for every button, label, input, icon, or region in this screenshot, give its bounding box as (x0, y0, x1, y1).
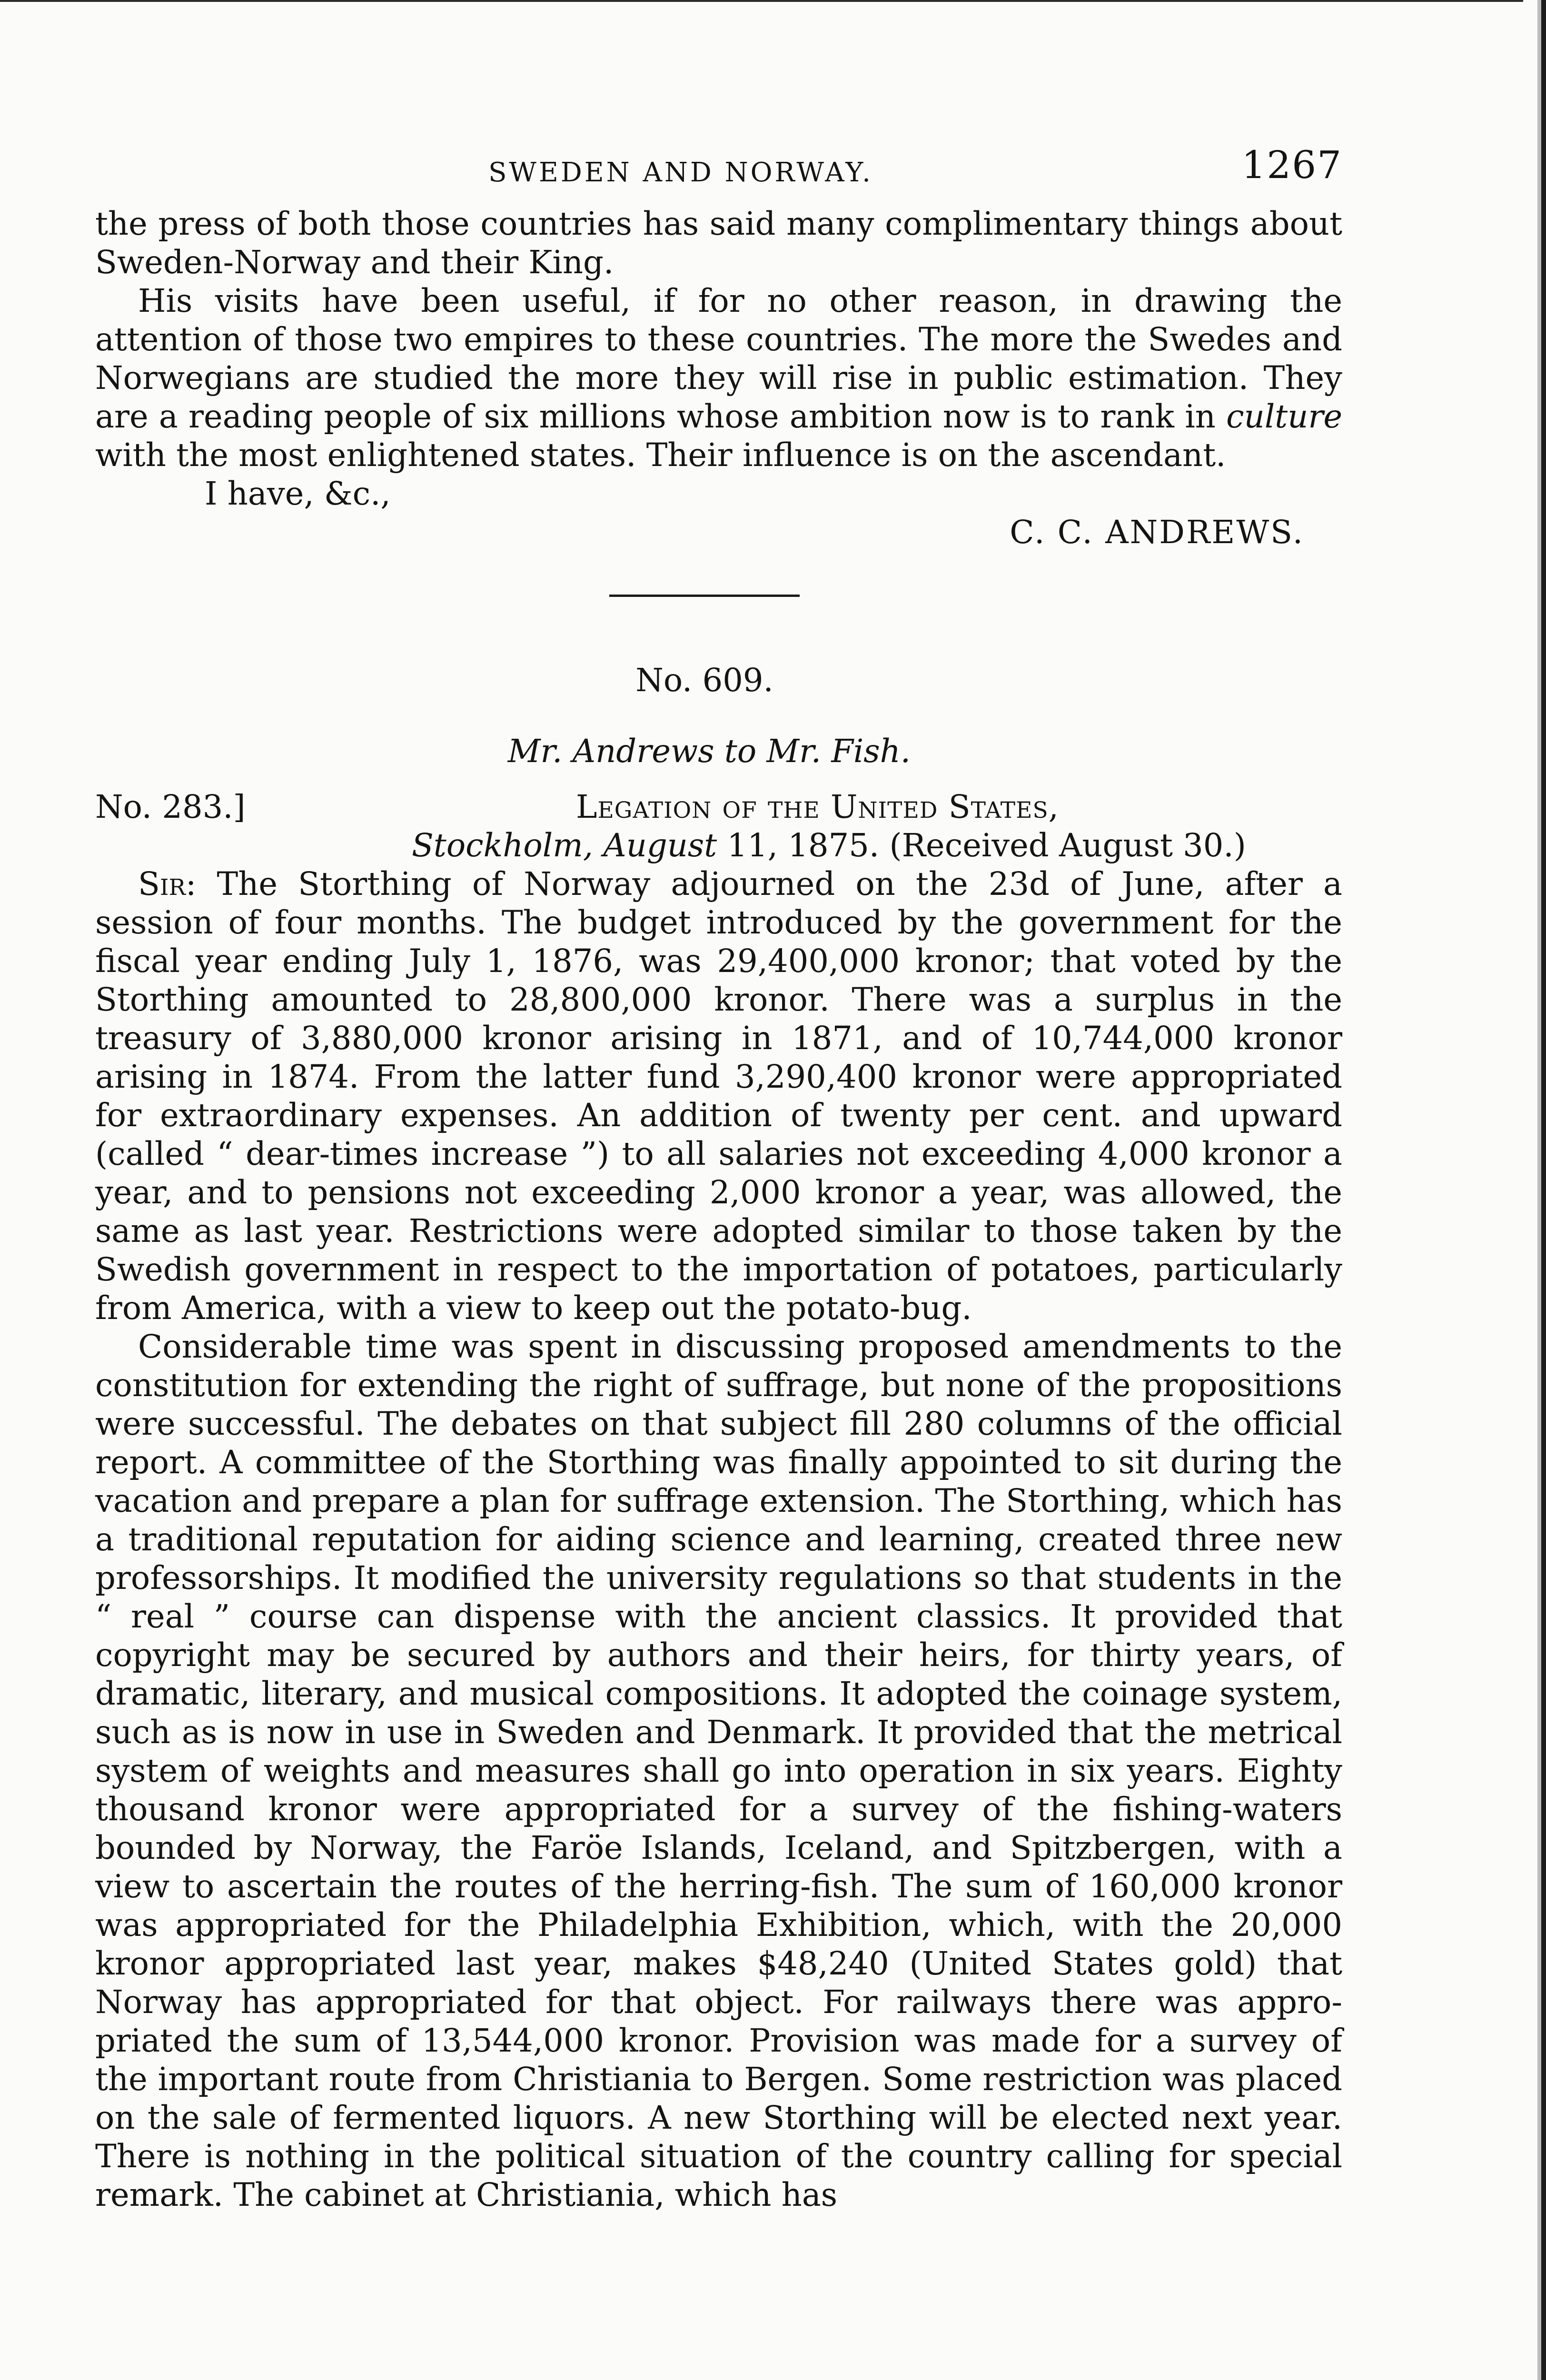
section-divider (609, 595, 800, 597)
place-italic: Stockholm, August (412, 827, 717, 864)
running-head (95, 138, 1342, 205)
binding-edge (1541, 0, 1546, 2380)
closing-formula: I have, &c., (205, 475, 391, 512)
letter-paragraph-constitution: Considerable time was spent in discussing proposed amendments to the constitution for extending the right of suffrage, but none of the propositions were successful. The debates on that subject fill 280 columns of the official report. A committee of the Storthing was finally appointed to sit during the vacation and prepare a plan for suffrage extension. The Storthing, which has a traditional reputation for aiding science and learning, created three new professorships. It modified the university regulations so that students in the “ real ” course can dispense with the ancient classics. It provided that copyright may be secured by authors and their heirs, for thirty years, of dramatic, literary, and musical compositions. It adopted the coinage system, such as is now in use in Sweden and Denmark. It provided that the metrical system of weights and measures shall go into operation in six years. Eighty thousand kronor were appropriated for a survey of the fishing-waters bounded by Norway, the Faröe Islands, Iceland, and Spitzbergen, with a view to ascertain the routes of the herring-fish. The sum of 160,000 kronor was appropriated for the Philadelphia Exhibition, which, with the 20,000 kronor appropriated last year, makes $48,240 (United States gold) that Norway has appropriated for that object. For railways there was appropriated the sum of 13,544,000 kronor. Provision was made for a survey of the important route from Christiania to Bergen. Some restriction was placed on the sale of fermented liquors. A new Storthing will be elected next year. There is nothing in the political situation of the country calling for special remark. The cabinet at Christiania, which has (95, 1328, 1342, 2213)
binding-shadow (1537, 0, 1541, 2380)
page-content (95, 138, 1342, 2214)
budget-text: : The Storthing of Norway adjourned on the 23d of June, after a session of four months. The budget introduced by the government for the fiscal year ending July 1, 1876, was 29,400,000 kronor; that voted by the Storthing amounted to 28,800,000 kronor. There was a surplus in the treasury of 3,880,000 kronor arising in 1871, and of 10,744,000 kronor arising in 1874. From the latter fund 3,290,400 kronor were appropriated for extraordinary expenses. An addition of twenty per cent. and upward (called “ dear-times increase ”) to all salaries not exceeding 4,000 kronor a year, and to pensions not exceeding 2,000 kronor a year, was allowed, the same as last year. Restrictions were adopted similar to those taken by the Swedish government in respect to the importation of potatoes, particularly from America, with a view to keep out the potato-bug. (95, 865, 1342, 1327)
running-title: SWEDEN AND NORWAY. (488, 157, 873, 188)
dateline (95, 788, 1342, 865)
document-heading: Mr. Andrews to Mr. Fish. (507, 733, 911, 770)
legation-name: Legation of the United States, (576, 788, 1059, 825)
top-edge-rule (0, 0, 1523, 2)
visits-text-end: with the most enlightened states. Their influence is on the ascendant. (95, 436, 1226, 474)
document-number: No. 609. (635, 662, 773, 699)
letter-paragraph-budget (95, 865, 1342, 1328)
place-and-date (412, 826, 1246, 865)
despatch-number: No. 283.] (95, 788, 246, 825)
visits-text-start: His visits have been useful, if for no other reason, in drawing the attention of those two empires to these countries. The more the Swedes and Norwegians are studied the more they will rise in public estimation. They are a reading people of six millions whose ambition now is to rank in (95, 282, 1342, 435)
date-text: 11, 1875. (Received August 30.) (717, 827, 1246, 864)
signature: C. C. ANDREWS. (1010, 514, 1304, 551)
salutation: Sir (138, 865, 186, 902)
continued-paragraph: the press of both those countries has said many complimentary things about Sweden-Norway and their King. (95, 205, 1342, 281)
visits-paragraph (95, 282, 1342, 475)
culture-italic: culture (1226, 398, 1342, 435)
page-number: 1267 (1241, 143, 1342, 187)
